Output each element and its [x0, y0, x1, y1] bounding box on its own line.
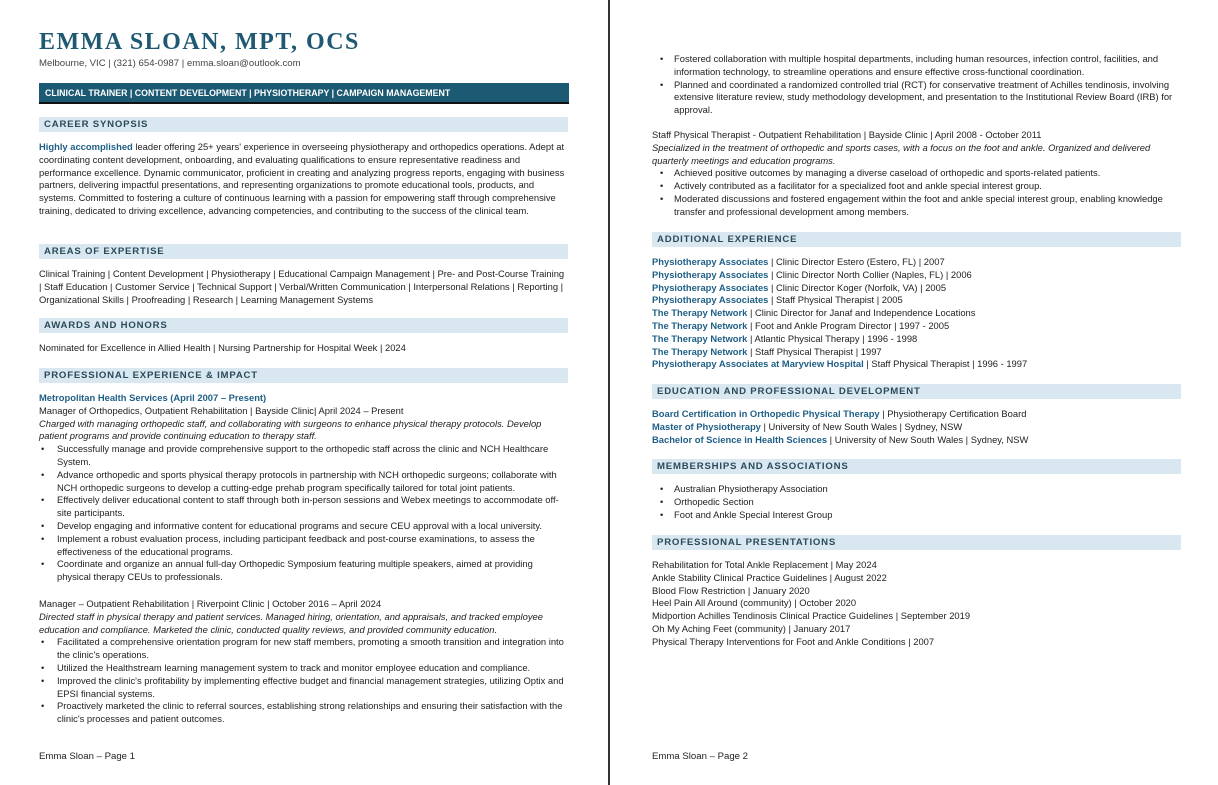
- memberships-list: [652, 483, 1182, 521]
- org-detail: | Clinic Director for Janaf and Independence Locations: [747, 307, 976, 319]
- list-item: Midportion Achilles Tendinosis Clinical Practice Guidelines | September 2019: [652, 610, 971, 622]
- list-item: • Moderated discussions and fostered engagement within the foot and ankle special interest group, enabling knowledge transfer and professional development among members.: [652, 193, 1182, 219]
- list-item: • Develop engaging and informative content for educational programs and secure CEU approval with a local university.: [39, 520, 568, 533]
- list-item: • Facilitated a comprehensive orientation program for new staff members, promoting a smooth transition and integration into the clinic's operations.: [39, 636, 568, 662]
- degree-detail: | Physiotherapy Certification Board: [879, 408, 1027, 419]
- org-name: Physiotherapy Associates: [652, 256, 769, 267]
- job-title: Manager of Orthopedics, Outpatient Rehabilitation | Bayside Clinic| April 2024 – Present: [39, 404, 404, 416]
- list-item: • Proactively marketed the clinic to referral sources, establishing strong relationships and ensuring their satisfaction with the clinic's processes and patient outcomes.: [39, 700, 568, 726]
- page-1: [0, 0, 608, 785]
- section-heading-additional: ADDITIONAL EXPERIENCE: [652, 232, 1181, 247]
- degree-name: Master of Physiotherapy: [652, 420, 761, 432]
- org-detail: | Clinic Director Koger (Norfolk, VA) | 2005: [768, 281, 947, 293]
- list-item: • Foot and Ankle Special Interest Group: [652, 509, 1182, 522]
- page-footer: Emma Sloan – Page 1: [39, 751, 135, 762]
- job-bullets: [39, 636, 568, 726]
- list-item: [652, 294, 1182, 307]
- list-item: [652, 307, 1182, 320]
- org-name: The Therapy Network: [652, 307, 748, 319]
- headline-banner: CLINICAL TRAINER | CONTENT DEVELOPMENT | PHYSIOTHERAPY | CAMPAIGN MANAGEMENT: [39, 83, 569, 104]
- org-detail: | Atlantic Physical Therapy | 1996 - 1998: [747, 332, 918, 344]
- org-name: Physiotherapy Associates: [652, 294, 769, 306]
- presentations-list: [652, 559, 1182, 649]
- list-item: • Achieved positive outcomes by managing a diverse caseload of orthopedic and sports-related patients.: [652, 167, 1182, 180]
- org-name: Physiotherapy Associates at Maryview Hospital: [652, 358, 864, 370]
- experience-block-1: [39, 392, 568, 584]
- org-detail: | Clinic Director Estero (Estero, FL) | 2007: [768, 256, 945, 267]
- job-bullets: [652, 167, 1182, 218]
- list-item: [652, 333, 1182, 346]
- list-item: • Orthopedic Section: [652, 496, 1182, 509]
- degree-detail: | University of New South Wales | Sydney, NSW: [760, 420, 963, 432]
- degree-detail: | University of New South Wales | Sydney, NSW: [827, 433, 1029, 445]
- job-summary: Specialized in the treatment of orthopedic and sports cases, with a focus on the foot and ankle. Organized and delivered quarterly meetings and education programs.: [652, 141, 1151, 166]
- org-detail: | Staff Physical Therapist | 2005: [768, 294, 903, 306]
- experience-block-3: [652, 129, 1182, 219]
- job-title: Manager – Outpatient Rehabilitation | Riverpoint Clinic | October 2016 – April 2024: [39, 598, 382, 609]
- list-item: • Effectively deliver educational content to staff through both in-person sessions and Webex meetings to accommodate off-site participants.: [39, 494, 568, 520]
- additional-list: [652, 256, 1182, 371]
- section-heading-expertise: AREAS OF EXPERTISE: [39, 244, 568, 259]
- job-summary: Directed staff in physical therapy and patient services. Managed hiring, orientation, and appraisals, and tracked employee education and compliance. Marketed the clinic, conducted quality reviews, and provided community education.: [39, 610, 543, 635]
- list-item: [652, 408, 1182, 421]
- list-item: Physical Therapy Interventions for Foot and Ankle Conditions | 2007: [652, 635, 935, 647]
- list-item: [652, 269, 1182, 282]
- list-item: [652, 434, 1182, 447]
- page-divider: [608, 0, 610, 785]
- section-heading-synopsis: CAREER SYNOPSIS: [39, 117, 568, 132]
- list-item: [652, 256, 1182, 269]
- page-footer: Emma Sloan – Page 2: [652, 751, 748, 762]
- org-name: Physiotherapy Associates: [652, 268, 769, 280]
- page-2: [611, 0, 1218, 785]
- list-item: Oh My Aching Feet (community) | January 2017: [652, 622, 851, 634]
- org-detail: | Foot and Ankle Program Director | 1997 - 2005: [747, 319, 950, 331]
- degree-name: Board Certification in Orthopedic Physical Therapy: [652, 408, 880, 419]
- synopsis-lead: Highly accomplished: [39, 141, 133, 152]
- section-heading-presentations: PROFESSIONAL PRESENTATIONS: [652, 535, 1181, 550]
- employer-name: Metropolitan Health Services (April 2007 – Present): [39, 392, 267, 403]
- list-item: • Actively contributed as a facilitator for a specialized foot and ankle special interest group.: [652, 180, 1182, 193]
- org-detail: | Staff Physical Therapist | 1996 - 1997: [863, 358, 1028, 370]
- contact-info: Melbourne, VIC | (321) 654-0987 | emma.sloan@outlook.com: [39, 58, 301, 69]
- list-item: • Implement a robust evaluation process, including participant feedback and post-course examinations, to assess the effectiveness of the educational programs.: [39, 533, 568, 559]
- list-item: • Advance orthopedic and sports physical therapy protocols in partnership with NCH orthopedic surgeons; collaborate with NCH orthopedic surgeons to develop a cutting-edge prehab program specifically tailored for total joint patients.: [39, 469, 568, 495]
- section-heading-education: EDUCATION AND PROFESSIONAL DEVELOPMENT: [652, 384, 1181, 399]
- list-item: [652, 346, 1182, 359]
- list-item: [652, 421, 1182, 434]
- list-item: Blood Flow Restriction | January 2020: [652, 584, 810, 596]
- awards-text: Nominated for Excellence in Allied Health | Nursing Partnership for Hospital Week | 2024: [39, 342, 406, 353]
- job-bullets: [39, 443, 568, 584]
- org-detail: | Staff Physical Therapist | 1997: [747, 345, 882, 357]
- job-title: Staff Physical Therapist - Outpatient Rehabilitation | Bayside Clinic | April 2008 - October 2011: [652, 129, 1042, 140]
- candidate-name: EMMA SLOAN, MPT, OCS: [39, 29, 360, 55]
- section-heading-experience: PROFESSIONAL EXPERIENCE & IMPACT: [39, 368, 568, 383]
- list-item: • Utilized the Healthstream learning management system to track and monitor employee education and compliance.: [39, 662, 568, 675]
- degree-name: Bachelor of Science in Health Sciences: [652, 433, 828, 445]
- list-item: • Fostered collaboration with multiple hospital departments, including human resources, infection control, facilities, and information technology, to streamline operations and ensure effective cross-functional coordination.: [652, 53, 1182, 79]
- list-item: • Planned and coordinated a randomized controlled trial (RCT) for conservative treatment of Achilles tendinosis, involving extensive literature review, study methodology development, and presentation to the Institutional Review Board (IRB) for approval.: [652, 79, 1182, 117]
- list-item: Rehabilitation for Total Ankle Replacement | May 2024: [652, 559, 877, 570]
- synopsis-text: [39, 141, 568, 218]
- list-item: Heel Pain All Around (community) | October 2020: [652, 597, 857, 609]
- job-summary: Charged with managing orthopedic staff, and collaborating with surgeons to enhance physical therapy protocols. Develop patient programs and provide continuing education to therapy staff.: [39, 417, 542, 442]
- list-item: [652, 358, 1182, 371]
- education-list: [652, 408, 1182, 446]
- section-heading-awards: AWARDS AND HONORS: [39, 318, 568, 333]
- org-name: Physiotherapy Associates: [652, 281, 769, 293]
- list-item: [652, 320, 1182, 333]
- list-item: • Australian Physiotherapy Association: [652, 483, 1182, 496]
- list-item: [652, 282, 1182, 295]
- list-item: Ankle Stability Clinical Practice Guidelines | August 2022: [652, 571, 887, 583]
- list-item: • Improved the clinic's profitability by implementing effective budget and financial management strategies, utilizing Optix and EPSI financial systems.: [39, 675, 568, 701]
- org-name: The Therapy Network: [652, 332, 748, 344]
- org-name: The Therapy Network: [652, 345, 748, 357]
- synopsis-body: leader offering 25+ years' experience in overseeing physiotherapy and orthopedics operations. Adept at coordinating content development, onboarding, and evaluating qualifications to ensure representative readiness and performance excellence. Dynamic communicator, proficient in creating and analyzing progress reports, engaging with business partners, delivering impactful presentations, and representing organizations to promote educational tools, products, and systems. Committed to fostering a culture of continuous learning with a passion for empowering staff through comprehensive training, dedicated to driving excellence, advancing competencies, and contributing to the success of the clinical team.: [39, 141, 565, 216]
- org-detail: | Clinic Director North Collier (Naples, FL) | 2006: [768, 268, 972, 280]
- list-item: • Successfully manage and provide comprehensive support to the orthopedic staff across the clinic and NCH Healthcare System.: [39, 443, 568, 469]
- section-heading-memberships: MEMBERSHIPS AND ASSOCIATIONS: [652, 459, 1181, 474]
- list-item: • Coordinate and organize an annual full-day Orthopedic Symposium featuring multiple speakers, aimed at providing physical therapy CEUs to professionals.: [39, 558, 568, 584]
- expertise-text: Clinical Training | Content Development | Physiotherapy | Educational Campaign Management | Pre- and Post-Course Training | Staff Education | Customer Service | Technical Support | Verbal/Written Communication | Interpersonal Relations | Reporting | Organizational Skills | Proofreading | Research | Learning Management Systems: [39, 268, 565, 305]
- experience-block-2: [39, 598, 568, 726]
- experience-continued: [652, 53, 1182, 117]
- job-bullets: [652, 53, 1182, 117]
- org-name: The Therapy Network: [652, 319, 748, 331]
